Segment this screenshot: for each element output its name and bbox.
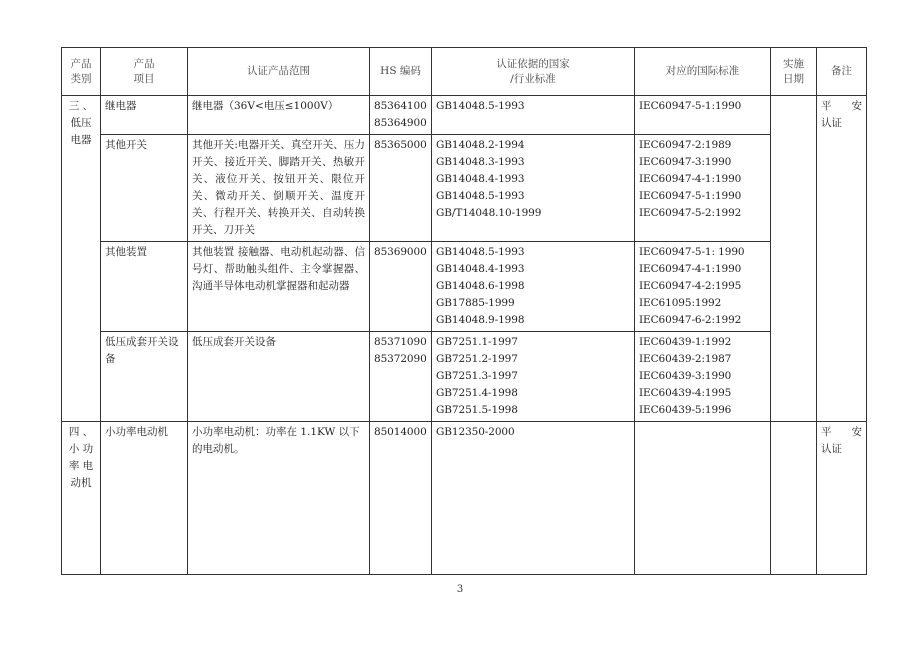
intl-standard-cell [635, 422, 771, 575]
scope-cell: 低压成套开关设备 [188, 332, 370, 422]
national-standard-cell: GB7251.1-1997 GB7251.2-1997 GB7251.3-1997 GB7251.4-1998 GB7251.5-1998 [432, 332, 635, 422]
table-row [62, 96, 867, 135]
scope-cell: 继电器（36V<电压≤1000V） [188, 96, 370, 135]
intl-standard-cell: IEC60947-5-1:1990 [635, 96, 771, 135]
national-standard-cell: GB14048.5-1993 [432, 96, 635, 135]
impl-date-cell [771, 422, 817, 575]
header-scope: 认证产品范围 [188, 48, 370, 96]
item-cell: 其他开关 [101, 135, 188, 242]
table-row [62, 135, 867, 242]
hs-cell: 85365000 [370, 135, 432, 242]
item-cell: 小功率电动机 [101, 422, 188, 575]
scope-cell: 其他开关:电器开关、真空开关、压力开关、接近开关、脚踏开关、热敏开关、液位开关、按钮开关、限位开关、微动开关、倒顺开关、温度开关、行程开关、转换开关、自动转换开关、刀开关 [188, 135, 370, 242]
category-cell: 四 、 小 功 率 电 动机 [62, 422, 101, 575]
table-row [62, 422, 867, 575]
hs-cell: 85014000 [370, 422, 432, 575]
intl-standard-cell: IEC60439-1:1992 IEC60439-2:1987 IEC60439-3:1990 IEC60439-4:1995 IEC60439-5:1996 [635, 332, 771, 422]
hs-cell: 85364100 85364900 [370, 96, 432, 135]
category-cell: 三 、 低压 电器 [62, 96, 101, 422]
header-hs-code: HS 编码 [370, 48, 432, 96]
page-number: 3 [456, 584, 464, 595]
remark-cell: 平 安 认证 [817, 422, 867, 575]
remark-cell: 平 安 认证 [817, 96, 867, 422]
header-intl-standard: 对应的国际标准 [635, 48, 771, 96]
scope-cell: 其他装置 接触器、电动机起动器、信号灯、帮助触头组件、主令掌握器、沟通半导体电动机掌握器和起动器 [188, 242, 370, 332]
item-cell: 继电器 [101, 96, 188, 135]
header-impl-date: 实施 日期 [771, 48, 817, 96]
header-national-standard: 认证依据的国家 /行业标准 [432, 48, 635, 96]
national-standard-cell: GB12350-2000 [432, 422, 635, 575]
header-row [62, 48, 867, 96]
national-standard-cell: GB14048.5-1993 GB14048.4-1993 GB14048.6-1998 GB17885-1999 GB14048.9-1998 [432, 242, 635, 332]
table-row [62, 242, 867, 332]
header-remark: 备注 [817, 48, 867, 96]
header-category: 产品 类别 [62, 48, 101, 96]
hs-cell: 85369000 [370, 242, 432, 332]
header-item: 产品 项目 [101, 48, 188, 96]
hs-cell: 85371090 85372090 [370, 332, 432, 422]
intl-standard-cell: IEC60947-2:1989 IEC60947-3:1990 IEC60947-4-1:1990 IEC60947-5-1:1990 IEC60947-5-2:1992 [635, 135, 771, 242]
certification-table [61, 47, 867, 575]
intl-standard-cell: IEC60947-5-1: 1990 IEC60947-4-1:1990 IEC60947-4-2:1995 IEC61095:1992 IEC60947-6-2:1992 [635, 242, 771, 332]
scope-cell: 小功率电动机：功率在 1.1KW 以下的电动机。 [188, 422, 370, 575]
table-row [62, 332, 867, 422]
impl-date-cell [771, 96, 817, 422]
item-cell: 低压成套开关设备 [101, 332, 188, 422]
item-cell: 其他装置 [101, 242, 188, 332]
national-standard-cell: GB14048.2-1994 GB14048.3-1993 GB14048.4-1993 GB14048.5-1993 GB/T14048.10-1999 [432, 135, 635, 242]
